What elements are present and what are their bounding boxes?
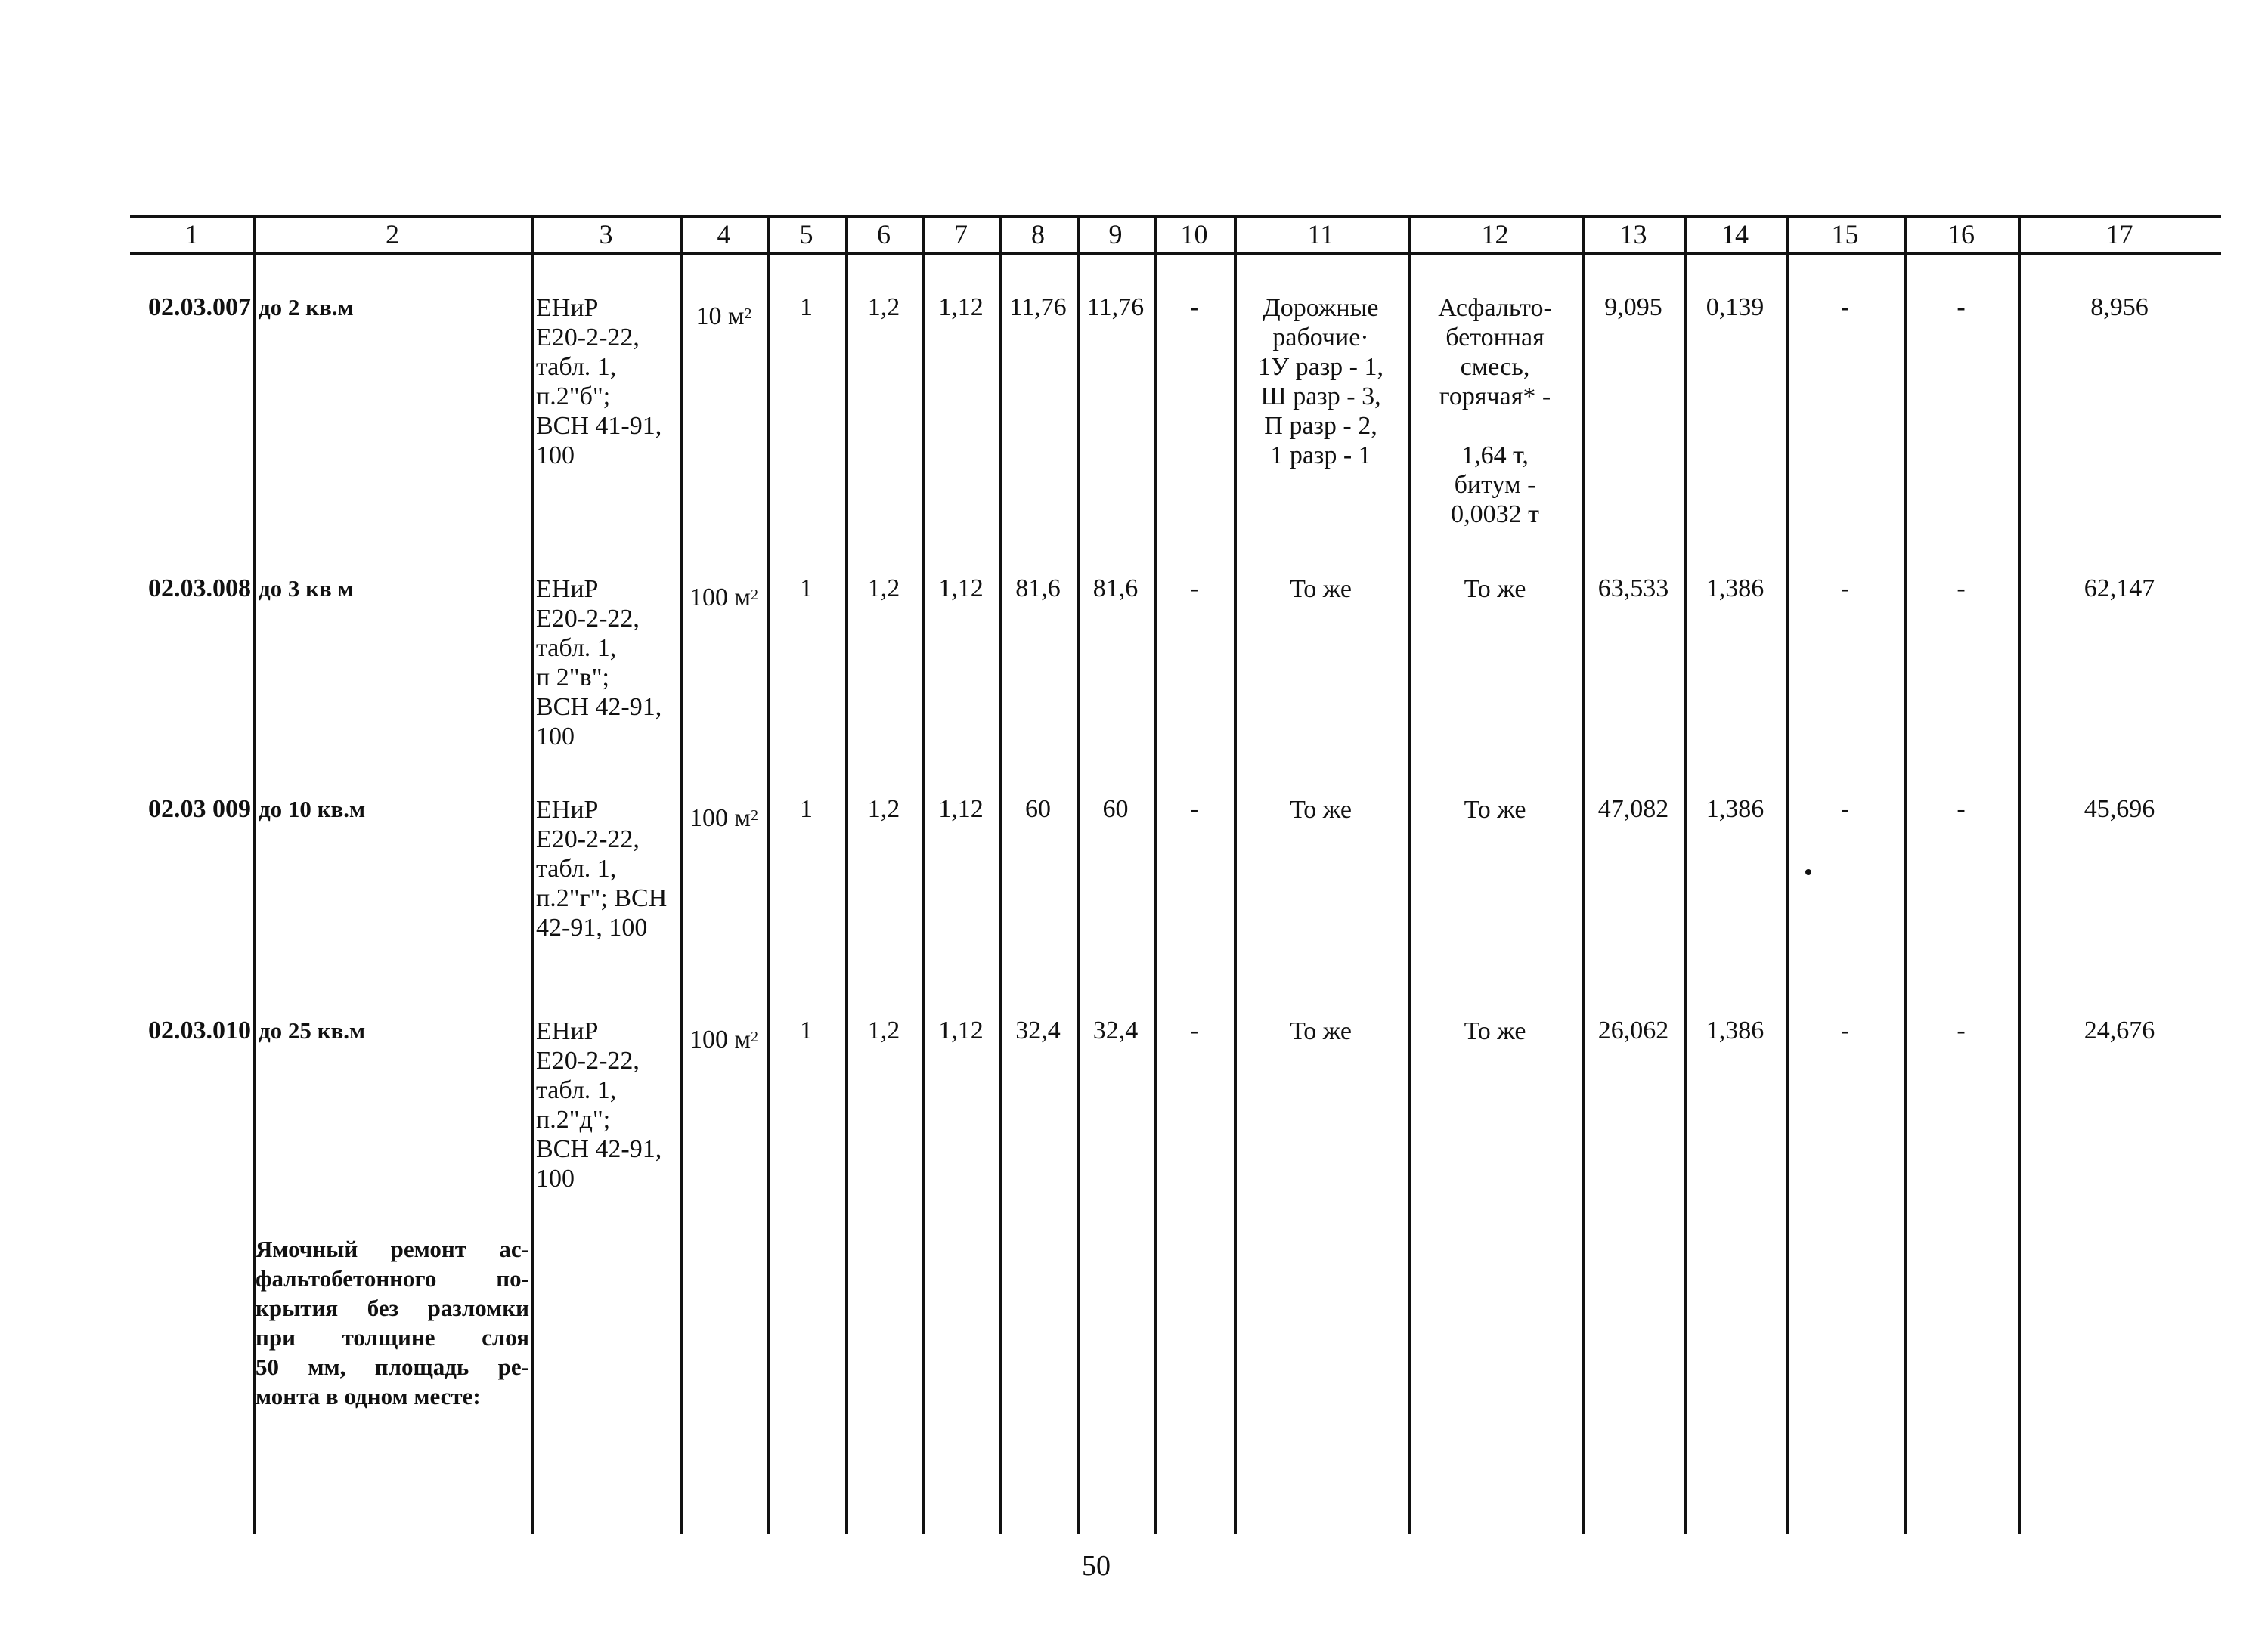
row-unit	[680, 1026, 767, 1054]
row-norm-line: Е20-2-22,	[536, 825, 640, 853]
cell-col16: -	[1957, 795, 1966, 823]
row-norm-line: п.2"г"; ВСН	[536, 884, 668, 912]
row-materials-line: горячая* -	[1439, 382, 1551, 410]
row-materials-line	[1408, 411, 1582, 441]
column-divider	[922, 215, 925, 1534]
row-name: до 10 кв.м	[259, 796, 366, 822]
cell-col14: 1,386	[1706, 574, 1765, 602]
row-norm-line: 100	[536, 723, 575, 750]
row-norm-line: 100	[536, 441, 575, 469]
cell-col10: -	[1189, 1017, 1199, 1044]
unit-superscript: 2	[744, 305, 752, 322]
unit-superscript: 2	[751, 586, 758, 603]
cell-col15: -	[1840, 574, 1850, 602]
row-code: 02.03.007	[148, 293, 251, 321]
column-header: 16	[1947, 219, 1975, 249]
column-divider	[1154, 215, 1157, 1534]
row-norm-line: ВСН 41-91,	[536, 412, 662, 440]
row-materials	[1408, 795, 1582, 825]
row-norm-line: 42-91, 100	[536, 914, 648, 942]
row-materials-line: 0,0032 т	[1451, 500, 1539, 528]
row-name: до 25 кв.м	[259, 1017, 366, 1044]
section-heading-line: Ямочный ремонт ас-	[256, 1236, 529, 1262]
row-workers-line: рабочие·	[1272, 323, 1369, 351]
unit-text: 100 м	[689, 1026, 751, 1054]
row-workers	[1234, 1017, 1408, 1046]
cell-col13: 63,533	[1597, 574, 1669, 602]
row-workers-line: Дорожные	[1263, 294, 1379, 322]
column-header: 3	[599, 219, 613, 249]
cell-col5: 1	[800, 574, 813, 602]
cell-col17: 62,147	[2084, 574, 2155, 602]
row-norm-line: табл. 1,	[536, 634, 617, 662]
row-norm-line: Е20-2-22,	[536, 1047, 640, 1075]
row-code: 02.03.008	[148, 574, 251, 602]
column-divider	[845, 215, 848, 1534]
column-header: 5	[799, 219, 813, 249]
row-norm-line: табл. 1,	[536, 353, 617, 381]
row-norm-line: п.2"б";	[536, 382, 611, 410]
column-divider	[680, 215, 683, 1534]
column-divider	[1786, 215, 1789, 1534]
row-code: 02.03.010	[148, 1017, 251, 1044]
section-heading	[256, 1234, 529, 1411]
column-divider	[1904, 215, 1907, 1534]
cell-col13: 9,095	[1604, 293, 1662, 321]
row-workers	[1234, 293, 1408, 470]
column-header: 2	[386, 219, 399, 249]
cell-col7: 1,12	[938, 574, 984, 602]
column-divider	[767, 215, 770, 1534]
section-heading-line: фальтобетонного по-	[256, 1265, 529, 1292]
row-name: до 3 кв м	[259, 575, 354, 602]
column-header: 11	[1307, 219, 1334, 249]
row-workers-line: То же	[1290, 1017, 1352, 1045]
cell-col13: 26,062	[1597, 1017, 1669, 1044]
unit-text: 100 м	[689, 583, 751, 611]
column-header: 13	[1619, 219, 1647, 249]
column-header: 6	[877, 219, 891, 249]
row-workers-line: 1 разр - 1	[1270, 441, 1371, 469]
cell-col6: 1,2	[867, 1017, 900, 1044]
row-norm-line: ВСН 42-91,	[536, 1135, 662, 1163]
row-norm-line: п 2"в";	[536, 664, 609, 692]
cell-col16: -	[1957, 293, 1966, 321]
row-materials-line: 1,64 т,	[1461, 441, 1529, 469]
row-materials-line: То же	[1464, 1017, 1526, 1045]
row-norm-line: табл. 1,	[536, 1076, 617, 1104]
cell-col8: 11,76	[1009, 293, 1067, 321]
cell-col16: -	[1957, 1017, 1966, 1044]
row-norm	[536, 795, 667, 942]
cell-col9: 81,6	[1092, 574, 1139, 602]
cell-col14: 0,139	[1706, 293, 1765, 321]
column-header: 10	[1180, 219, 1208, 249]
section-heading-line: при толщине слоя	[256, 1324, 529, 1351]
cell-col9: 11,76	[1086, 293, 1145, 321]
cell-col14: 1,386	[1706, 1017, 1765, 1044]
row-norm	[536, 1017, 662, 1193]
row-workers-line: То же	[1290, 575, 1352, 603]
row-unit	[680, 804, 767, 833]
row-unit	[680, 583, 767, 612]
cell-col5: 1	[800, 795, 813, 823]
column-header: 4	[717, 219, 731, 249]
cell-col10: -	[1189, 293, 1199, 321]
row-workers	[1234, 795, 1408, 825]
row-workers-line: То же	[1290, 796, 1352, 824]
row-materials	[1408, 574, 1582, 604]
row-norm-line: табл. 1,	[536, 855, 617, 883]
cell-col15: -	[1840, 293, 1850, 321]
stray-mark	[1805, 869, 1811, 875]
page-number: 50	[1082, 1550, 1111, 1582]
row-norm-line: ЕНиР	[536, 294, 599, 322]
unit-superscript: 2	[751, 807, 758, 824]
row-norm-line: п.2"д";	[536, 1106, 611, 1134]
column-divider	[1582, 215, 1585, 1534]
cell-col8: 32,4	[1015, 1017, 1061, 1044]
row-workers-line: П разр - 2,	[1264, 412, 1377, 440]
section-heading-line: 50 мм, площадь ре-	[256, 1354, 529, 1380]
unit-text: 100 м	[689, 804, 751, 832]
cell-col17: 8,956	[2090, 293, 2149, 321]
cell-col10: -	[1189, 574, 1199, 602]
cell-col17: 24,676	[2084, 1017, 2155, 1044]
cell-col7: 1,12	[938, 1017, 984, 1044]
table-top-rule	[130, 215, 2221, 218]
row-materials	[1408, 293, 1582, 529]
row-materials-line: битум -	[1454, 471, 1536, 499]
cell-col8: 60	[1025, 795, 1051, 823]
row-workers	[1234, 574, 1408, 604]
row-materials-line: То же	[1464, 796, 1526, 824]
column-header: 15	[1831, 219, 1859, 249]
column-header: 9	[1108, 219, 1123, 249]
cell-col15: -	[1840, 795, 1850, 823]
cell-col17: 45,696	[2084, 795, 2155, 823]
cell-col16: -	[1957, 574, 1966, 602]
unit-superscript: 2	[751, 1029, 758, 1045]
column-header: 12	[1481, 219, 1509, 249]
unit-text: 10 м	[696, 302, 745, 330]
row-materials-line: То же	[1464, 575, 1526, 603]
cell-col6: 1,2	[867, 574, 900, 602]
row-norm	[536, 574, 662, 751]
header-bottom-rule	[130, 252, 2221, 255]
column-divider	[531, 215, 534, 1534]
cell-col14: 1,386	[1706, 795, 1765, 823]
row-unit	[680, 302, 767, 331]
row-materials-line: смесь,	[1460, 353, 1530, 381]
cell-col6: 1,2	[867, 293, 900, 321]
cell-col6: 1,2	[867, 795, 900, 823]
cell-col7: 1,12	[938, 795, 984, 823]
column-header: 7	[954, 219, 968, 249]
column-divider	[999, 215, 1002, 1534]
row-materials-line: бетонная	[1445, 323, 1545, 351]
row-workers-line: Ш разр - 3,	[1260, 382, 1381, 410]
cell-col10: -	[1189, 795, 1199, 823]
cell-col15: -	[1840, 1017, 1850, 1044]
column-divider	[1684, 215, 1687, 1534]
column-header: 1	[184, 219, 199, 249]
row-norm-line: 100	[536, 1165, 575, 1193]
cell-col5: 1	[800, 1017, 813, 1044]
cell-col7: 1,12	[938, 293, 984, 321]
row-norm-line: ЕНиР	[536, 796, 599, 824]
cell-col5: 1	[800, 293, 813, 321]
column-header: 8	[1031, 219, 1045, 249]
cell-col13: 47,082	[1597, 795, 1669, 823]
section-heading-line: монта в одном месте:	[256, 1383, 481, 1410]
row-name: до 2 кв.м	[259, 294, 354, 320]
column-header: 14	[1721, 219, 1749, 249]
cell-col9: 60	[1102, 795, 1129, 823]
column-divider	[1077, 215, 1080, 1534]
row-norm-line: ЕНиР	[536, 575, 599, 603]
column-divider	[2018, 215, 2021, 1534]
row-materials	[1408, 1017, 1582, 1046]
row-norm-line: Е20-2-22,	[536, 323, 640, 351]
row-norm	[536, 293, 662, 470]
row-norm-line: ВСН 42-91,	[536, 693, 662, 721]
cell-col9: 32,4	[1092, 1017, 1139, 1044]
row-norm-line: ЕНиР	[536, 1017, 599, 1045]
row-workers-line: 1У разр - 1,	[1258, 353, 1383, 381]
cell-col8: 81,6	[1015, 574, 1061, 602]
row-materials-line: Асфальто-	[1438, 294, 1552, 322]
section-heading-line: крытия без разломки	[256, 1295, 529, 1321]
row-norm-line: Е20-2-22,	[536, 605, 640, 633]
row-code: 02.03 009	[148, 795, 251, 823]
column-header: 17	[2105, 219, 2133, 249]
